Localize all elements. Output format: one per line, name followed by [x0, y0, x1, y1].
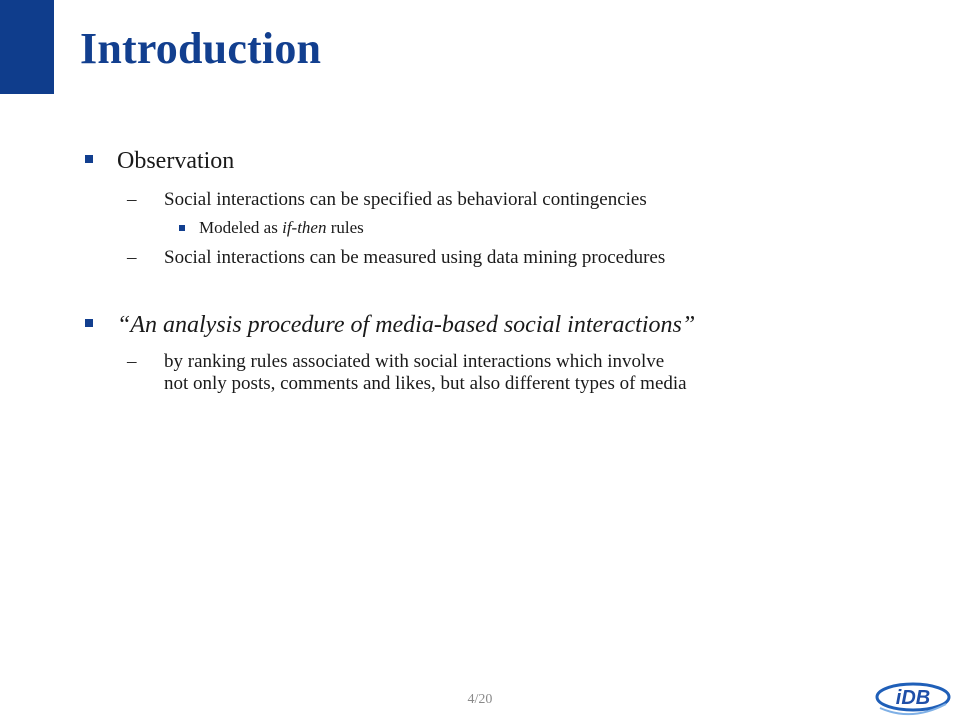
sub-bullet-measured-text: Social interactions can be measured using data mining procedures [164, 247, 666, 268]
slide-body [82, 145, 902, 395]
sub-bullet-ranking-line1: by ranking rules associated with social interactions which involve [164, 351, 665, 372]
bullet-observation-text: Observation [117, 148, 235, 174]
sub-bullet-specified [82, 189, 902, 211]
sub-bullet-ranking-line2: not only posts, comments and likes, but also different types of media [164, 373, 687, 394]
logo-text: iDB [895, 687, 931, 709]
bullet-analysis [82, 309, 902, 341]
sub-bullet-ranking [82, 351, 902, 395]
dash-bullet-icon: – [127, 189, 137, 210]
dash-bullet-icon: – [127, 351, 137, 372]
if-then-suffix: rules [326, 218, 364, 237]
sub-bullet-specified-text: Social interactions can be specified as behavioral contingencies [164, 189, 647, 210]
sub-bullet-measured [82, 247, 902, 269]
idb-logo-icon [872, 678, 952, 718]
square-bullet-icon [85, 155, 93, 163]
square-bullet-icon [179, 225, 185, 231]
title-accent-bar [0, 0, 54, 94]
slide-title: Introduction [80, 24, 322, 73]
dash-bullet-icon: – [127, 247, 137, 268]
if-then-prefix: Modeled as [199, 218, 283, 237]
sub-sub-bullet-if-then [82, 217, 902, 239]
if-then-italic: if-then [282, 218, 327, 237]
page-number: 4/20 [467, 692, 493, 707]
bullet-analysis-text: “An analysis procedure of media-based social interactions” [117, 312, 696, 338]
square-bullet-icon [85, 319, 93, 327]
bullet-observation [82, 145, 902, 177]
